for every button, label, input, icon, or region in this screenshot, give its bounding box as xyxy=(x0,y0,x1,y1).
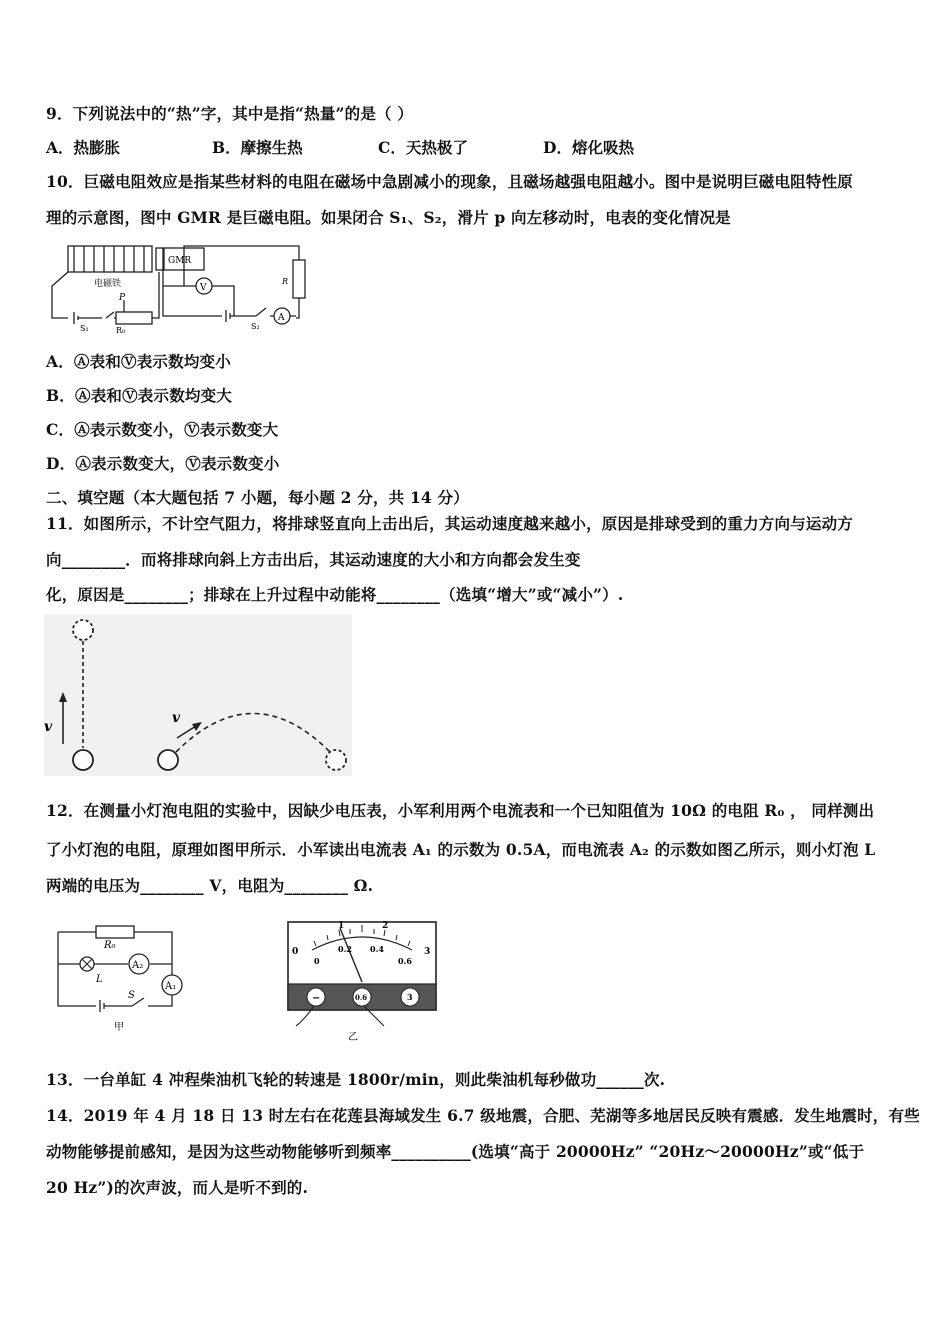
a1-label: A₁ xyxy=(165,981,177,992)
resistor-r xyxy=(293,260,305,298)
q10-option-b: B．Ⓐ表和Ⓥ表示数均变大 xyxy=(46,386,233,405)
terminal-0-6-label: 0.6 xyxy=(355,993,368,1002)
q9-option-d: D．熔化吸热 xyxy=(543,138,634,157)
q12-line-3: 两端的电压为________ V，电阻为________ Ω. xyxy=(46,876,374,895)
ball-top-position xyxy=(73,620,93,640)
scale-top-1: 1 xyxy=(338,921,345,931)
scale-bottom-02: 0.2 xyxy=(338,944,352,954)
gmr-label: GMR xyxy=(168,256,192,266)
gmr-block xyxy=(156,248,163,270)
figure-background xyxy=(44,614,352,776)
voltmeter-label: V xyxy=(200,283,207,293)
ball-bottom-position xyxy=(73,750,93,770)
electromagnet-label: 电磁铁 xyxy=(94,279,122,289)
q11-line-3: 化，原因是________；排球在上升过程中动能将________（选填“增大”或“减小”）. xyxy=(46,585,624,604)
switch-s-label: S xyxy=(128,990,135,1001)
figure-yi-label: 乙 xyxy=(348,1032,358,1043)
q11-line-2: 向________．而将排球向斜上方击出后，其运动速度的大小和方向都会发生变 xyxy=(46,550,581,569)
velocity-label-left: v xyxy=(44,719,53,735)
figure-jia-label: 甲 xyxy=(114,1022,124,1033)
q10-gmr-circuit-figure xyxy=(44,238,314,334)
q11-volleyball-figure xyxy=(44,614,352,776)
q10-option-a: A．Ⓐ表和Ⓥ表示数均变小 xyxy=(46,352,231,371)
q10-line-2: 理的示意图，图中 GMR 是巨磁电阻。如果闭合 S₁、S₂，滑片 p 向左移动时，电表的变化情况是 xyxy=(46,208,731,227)
resistor-r-label: R xyxy=(282,277,289,286)
q12-circuit-jia-figure xyxy=(52,918,192,1036)
q10-line-1: 10．巨磁电阻效应是指某些材料的电阻在磁场中急剧减小的现象，且磁场越强电阻越小。图中是说明巨磁电阻特性原 xyxy=(46,172,853,191)
q14-line-1: 14．2019 年 4 月 18 日 13 时左右在花莲县海域发生 6.7 级地震，合肥、芜湖等多地居民反映有震感．发生地震时，有些 xyxy=(46,1106,920,1125)
top-branch-wire xyxy=(58,932,172,978)
q14-line-2: 动物能够提前感知，是因为这些动物能够听到频率__________(选填“高于 20000Hz” “20Hz～20000Hz”或“低于 xyxy=(46,1142,865,1161)
r0-label: R₀ xyxy=(116,326,126,334)
switch-s2-label: S₂ xyxy=(251,322,260,331)
q12-line-2: 了小灯泡的电阻，原理如图甲所示．小军读出电流表 A₁ 的示数为 0.5A，而电流表 A₂ 的示数如图乙所示，则小灯泡 L xyxy=(46,840,876,859)
electromagnet-core xyxy=(68,246,152,272)
switch-s1-label: S₁ xyxy=(80,324,89,333)
terminal-negative-label: − xyxy=(312,993,321,1004)
q14-line-3: 20 Hz”)的次声波，而人是听不到的. xyxy=(46,1178,309,1197)
q12-ammeter-yi-figure xyxy=(284,918,440,1044)
slider-p-label: P xyxy=(119,293,126,303)
q10-option-c: C．Ⓐ表示数变小，Ⓥ表示数变大 xyxy=(46,420,279,439)
ball-landing-position xyxy=(326,750,346,770)
ball-launch-position xyxy=(158,750,178,770)
scale-top-2: 2 xyxy=(382,921,389,931)
scale-bottom-0: 0 xyxy=(314,956,320,966)
q11-line-1: 11．如图所示，不计空气阻力，将排球竖直向上击出后，其运动速度越来越小，原因是排球受到的重力方向与运动方 xyxy=(46,514,853,533)
section-2-title: 二、填空题（本大题包括 7 小题，每小题 2 分，共 14 分） xyxy=(46,488,469,507)
q9-option-a: A．热膨胀 xyxy=(46,138,121,157)
q13-line-1: 13．一台单缸 4 冲程柴油机飞轮的转速是 1800r/min，则此柴油机每秒做功______次. xyxy=(46,1070,666,1089)
rheostat-r0 xyxy=(116,312,152,324)
scale-bottom-06: 0.6 xyxy=(398,956,412,966)
ammeter-label: A xyxy=(278,313,285,323)
q9-option-b: B．摩擦生热 xyxy=(212,138,303,157)
q10-option-d: D．Ⓐ表示数变大，Ⓥ表示数变小 xyxy=(46,454,280,473)
a2-label: A₂ xyxy=(132,960,144,971)
q9-option-c: C．天热极了 xyxy=(378,138,468,157)
electromagnet-coil xyxy=(74,246,144,272)
scale-bottom-04: 0.4 xyxy=(370,944,384,954)
scale-top-3: 3 xyxy=(424,947,431,957)
lamp-l-label: L xyxy=(96,974,103,985)
terminal-3-label: 3 xyxy=(407,992,413,1002)
velocity-label-right: v xyxy=(172,710,181,726)
resistor-r0 xyxy=(96,926,134,938)
scale-top-0: 0 xyxy=(292,947,299,957)
q9-stem: 9．下列说法中的“热”字，其中是指“热量”的是（ ） xyxy=(46,104,414,123)
rheostat-wire xyxy=(124,272,159,318)
q12-line-1: 12．在测量小灯泡电阻的实验中，因缺少电压表，小军利用两个电流表和一个已知阻值为 10Ω 的电阻 R₀ ， 同样测出 xyxy=(46,801,875,820)
r0-label: R₀ xyxy=(104,940,116,951)
